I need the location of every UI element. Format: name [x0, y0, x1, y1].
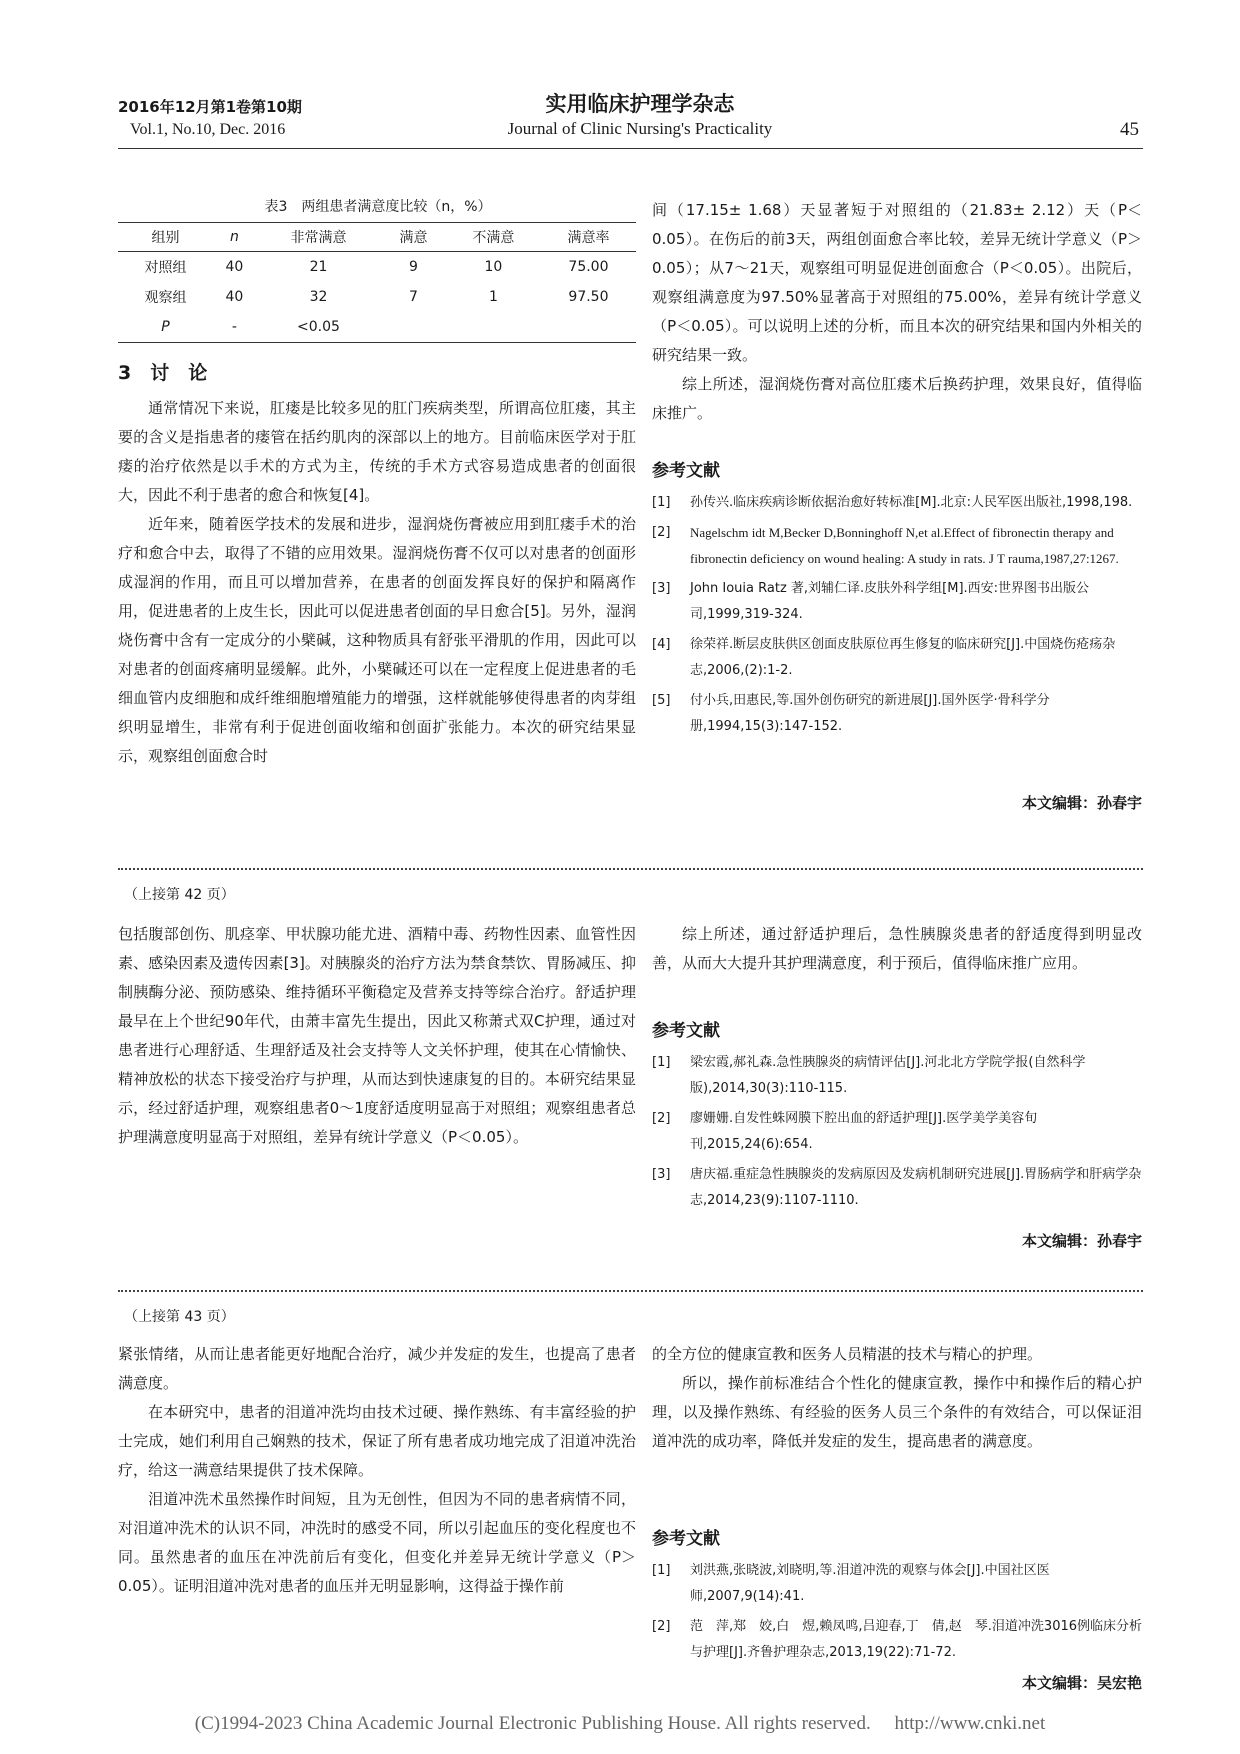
copyright-footer: (C)1994-2023 China Academic Journal Electronic Publishing House. All rights reserved. http://www.cnki.net [194, 1713, 1046, 1734]
reference-item [652, 632, 1142, 684]
editor-credit: 本文编辑：孙春宇 [1021, 794, 1142, 812]
paragraph: 所以，操作前标准结合个性化的健康宣教，操作中和操作后的精心护理，以及操作熟练、有经验的医务人员三个条件的有效结合，可以保证泪道冲洗的成功率，降低并发症的发生，提高患者的满意度。 [652, 1374, 1142, 1450]
paragraph: 通常情况下来说，肛瘘是比较多见的肛门疾病类型，所谓高位肛瘘，其主要的含义是指患者的瘘管在括约肌肉的深部以上的地方。目前临床医学对于肛瘘的治疗依然是以手术的方式为主，传统的手术方式容易造成患者的创面很大，因此不利于患者的愈合和恢复[4]。 [118, 399, 636, 504]
paragraph: 综上所述，通过舒适护理后，急性胰腺炎患者的舒适度得到明显改善，从而大大提升其护理满意度，利于预后，值得临床推广应用。 [652, 925, 1142, 972]
table-header-cell: 组别 [118, 223, 213, 252]
reference-text: Nagelschm idt M,Becker D,Bonninghoff N,et al.Effect of fibronectin therapy and fibronectin deficiency on wound healing: A study in rats. J T rauma,1987,27:1267. [690, 525, 1119, 566]
table-header-cell: 不满意 [446, 223, 541, 252]
paragraph: 泪道冲洗术虽然操作时间短，且为无创性，但因为不同的患者病情不同，对泪道冲洗术的认识不同，冲洗时的感受不同，所以引起血压的变化程度也不同。虽然患者的血压在冲洗前后有变化，但变化并差异无统计学意义（P＞0.05）。证明泪道冲洗对患者的血压并无明显影响，这得益于操作前 [118, 1490, 636, 1595]
page-number: 45 [1120, 119, 1139, 140]
table-row [118, 252, 636, 283]
article2-right-column [652, 920, 1142, 978]
references-heading: 参考文献 [652, 461, 720, 481]
continued-note: （上接第 43 页） [124, 1309, 235, 1325]
table-cell: 97.50 [568, 289, 609, 305]
table-cell: - [213, 312, 256, 343]
table-row [118, 312, 636, 343]
reference-number: [3] [652, 1167, 671, 1182]
reference-number: [1] [652, 495, 671, 510]
reference-item [652, 576, 1142, 628]
journal-title-en: Journal of Clinic Nursing's Practicality [507, 119, 773, 138]
reference-number: [1] [652, 1563, 671, 1578]
table-header-row [118, 223, 636, 252]
table-cell: P [118, 312, 213, 343]
table-cell: 75.00 [568, 259, 609, 275]
table-cell [541, 312, 636, 343]
reference-number: [1] [652, 1055, 671, 1070]
table-cell: <0.05 [256, 312, 381, 343]
table-cell: 对照组 [144, 260, 187, 276]
paragraph: 包括腹部创伤、肌痉挛、甲状腺功能尤进、酒精中毒、药物性因素、血管性因素、感染因素及遗传因素[3]。对胰腺炎的治疗方法为禁食禁饮、胃肠减压、抑制胰酶分泌、预防感染、维持循环平衡稳定及营养支持等综合治疗。舒适护理最早在上个世纪90年代，由萧丰富先生提出，因此又称萧式双C护理，通过对患者进行心理舒适、生理舒适及社会支持等人文关怀护理，使其在心情愉快、精神放松的状态下接受治疗与护理，从而达到快速康复的目的。本研究结果显示，经过舒适护理，观察组患者0～1度舒适度明显高于对照组；观察组患者总护理满意度明显高于对照组，差异有统计学意义（P＜0.05）。 [118, 925, 636, 1146]
references-list [652, 490, 1142, 744]
table-cell [446, 312, 541, 343]
article1-right-column [652, 196, 1142, 428]
reference-text: 徐荣祥.断层皮肤供区创面皮肤原位再生修复的临床研究[J].中国烧伤疮疡杂志,2006,(2):1-2. [690, 637, 1116, 678]
table-row [118, 282, 636, 312]
reference-text: 刘洪燕,张晓波,刘晓明,等.泪道冲洗的观察与体会[J].中国社区医师,2007,9(14):41. [690, 1563, 1050, 1604]
reference-text: 付小兵,田惠民,等.国外创伤研究的新进展[J].国外医学·骨科学分册,1994,15(3):147-152. [690, 693, 1050, 734]
journal-title-cn: 实用临床护理学杂志 [545, 92, 735, 116]
table-header-cell: 满意 [381, 223, 446, 252]
table-cell: 观察组 [144, 290, 187, 306]
satisfaction-table [118, 222, 636, 343]
reference-item [652, 1614, 1142, 1666]
references-heading: 参考文献 [652, 1529, 720, 1549]
table-cell: 21 [309, 259, 328, 275]
reference-number: [5] [652, 693, 671, 708]
reference-text: 唐庆福.重症急性胰腺炎的发病原因及发病机制研究进展[J].胃肠病学和肝病学杂志,2014,23(9):1107-1110. [690, 1167, 1142, 1208]
paragraph: 的全方位的健康宣教和医务人员精湛的技术与精心的护理。 [652, 1345, 1043, 1363]
editor-credit: 本文编辑：孙春宇 [1021, 1232, 1142, 1250]
table-cell: 1 [488, 289, 498, 305]
table-caption: 表3 两组患者满意度比较（n，%） [264, 199, 492, 215]
header-rule [118, 148, 1143, 149]
reference-number: [3] [652, 581, 671, 596]
section-divider [118, 1290, 1143, 1292]
section-divider [118, 868, 1143, 870]
reference-item [652, 520, 1142, 572]
paragraph: 近年来，随着医学技术的发展和进步，湿润烧伤膏被应用到肛瘘手术的治疗和愈合中去，取得了不错的应用效果。湿润烧伤膏不仅可以对患者的创面形成湿润的作用，而且可以增加营养，在患者的创面发挥良好的保护和隔离作用，促进患者的上皮生长，因此可以促进患者创面的早日愈合[5]。另外，湿润烧伤膏中含有一定成分的小檗碱，这种物质具有舒张平滑肌的作用，因此可以对患者的创面疼痛明显缓解。此外，小檗碱还可以在一定程度上促进患者的毛细血管内皮细胞和成纤维细胞增殖能力的增强，这样就能够使得患者的肉芽组织明显增生，非常有利于促进创面收缩和创面扩张能力。本次的研究结果显示，观察组创面愈合时 [118, 515, 636, 765]
table-cell: 9 [409, 259, 418, 275]
reference-item [652, 1050, 1142, 1102]
paragraph: 综上所述，湿润烧伤膏对高位肛瘘术后换药护理，效果良好，值得临床推广。 [652, 375, 1142, 422]
reference-item [652, 490, 1142, 516]
reference-number: [4] [652, 637, 671, 652]
reference-text: 梁宏霞,郝礼森.急性胰腺炎的病情评估[J].河北北方学院学报(自然科学版),2014,30(3):110-115. [690, 1055, 1086, 1096]
table-cell [381, 312, 446, 343]
editor-credit: 本文编辑：吴宏艳 [1021, 1674, 1142, 1692]
table-cell: 40 [225, 289, 244, 305]
reference-text: John Iouia Ratz 著,刘辅仁译.皮肤外科学组[M].西安:世界图书出版公司,1999,319-324. [690, 581, 1090, 622]
paragraph: 紧张情绪，从而让患者能更好地配合治疗，减少并发症的发生，也提高了患者满意度。 [118, 1345, 636, 1392]
reference-number: [2] [652, 525, 671, 540]
continued-note: （上接第 42 页） [124, 887, 235, 903]
table-header-cell: n [213, 223, 256, 252]
reference-text: 范 萍,郑 姣,白 煜,赖凤鸣,吕迎春,丁 倩,赵 琴.泪道冲洗3016例临床分析与护理[J].齐鲁护理杂志,2013,19(22):71-72. [690, 1619, 1143, 1660]
paragraph: 在本研究中，患者的泪道冲洗均由技术过硬、操作熟练、有丰富经验的护士完成，她们利用自己娴熟的技术，保证了所有患者成功地完成了泪道冲洗治疗，给这一满意结果提供了技术保障。 [118, 1403, 636, 1479]
table-cell: 32 [309, 289, 328, 305]
reference-text: 廖姗姗.自发性蛛网膜下腔出血的舒适护理[J].医学美学美容旬刊,2015,24(6):654. [690, 1111, 1038, 1152]
table-header-cell: 满意率 [541, 223, 636, 252]
reference-item [652, 1106, 1142, 1158]
article3-left-column [118, 1340, 636, 1601]
article2-left-column [118, 920, 636, 1152]
table-cell: 10 [484, 259, 503, 275]
reference-item [652, 1162, 1142, 1214]
reference-item [652, 688, 1142, 740]
references-list [652, 1050, 1142, 1218]
references-heading: 参考文献 [652, 1021, 720, 1041]
paragraph: 间（17.15± 1.68）天显著短于对照组的（21.83± 2.12）天（P＜0.05）。在伤后的前3天，两组创面愈合率比较，差异无统计学意义（P＞0.05）；从7～21天，观察组可明显促进创面愈合（P＜0.05）。出院后，观察组满意度为97.50%显著高于对照组的75.00%，差异有统计学意义（P＜0.05）。可以说明上述的分析，而且本次的研究结果和国内外相关的研究结果一致。 [652, 201, 1142, 364]
volume-info: Vol.1, No.10, Dec. 2016 [130, 121, 286, 138]
section-heading: 3 讨 论 [118, 362, 208, 384]
reference-text: 孙传兴.临床疾病诊断依据治愈好转标准[M].北京:人民军医出版社,1998,198. [690, 495, 1133, 510]
reference-number: [2] [652, 1619, 671, 1634]
article3-right-column [652, 1340, 1142, 1456]
references-list [652, 1558, 1142, 1670]
article1-left-column [118, 394, 636, 771]
reference-item [652, 1558, 1142, 1610]
issue-date: 2016年12月第1卷第10期 [118, 98, 302, 116]
table-cell: 7 [409, 289, 418, 305]
table-cell: 40 [225, 259, 244, 275]
reference-number: [2] [652, 1111, 671, 1126]
table-header-cell: 非常满意 [256, 223, 381, 252]
